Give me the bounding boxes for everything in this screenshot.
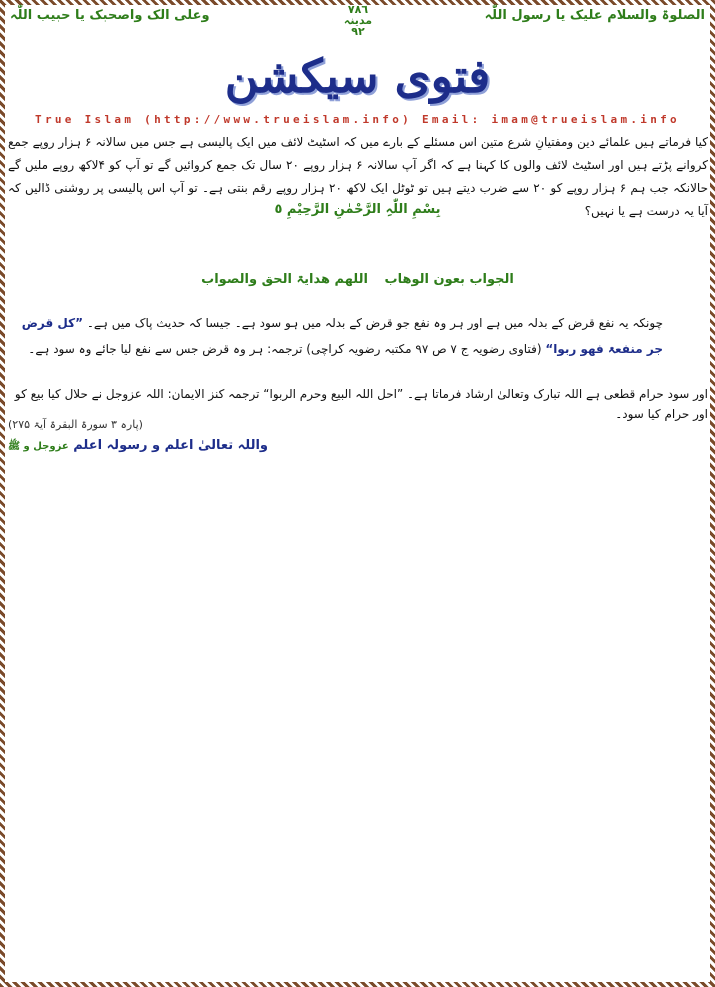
header-number-block bbox=[340, 4, 376, 37]
quran-reference: (پارہ ۳ سورۃ البقرۃ آیۃ ۲۷۵) bbox=[8, 418, 143, 431]
bismillah-line: بِسْمِ اللّٰہِ الرَّحْمٰنِ الرَّحِیْمِ ٥ bbox=[274, 202, 441, 217]
hadith-quote: ”کل قرض جر منفعۃ فھو ربوا“ bbox=[21, 316, 663, 356]
answer-heading-part1: الجواب بعون الوھاب bbox=[384, 272, 514, 287]
header-number-bottom: ٩٢ bbox=[351, 25, 365, 38]
answer-heading-part2: اللھم ھدایۃ الحق والصواب bbox=[201, 272, 368, 287]
header-number-top: ٧٨٦ bbox=[347, 3, 369, 16]
answer-paragraph-1 bbox=[8, 310, 663, 362]
answer-heading bbox=[0, 272, 715, 287]
header-salutation-left: وعلی الک واصحبک یا حبیب اللّٰہ bbox=[10, 8, 210, 23]
contact-line: True Islam (http://www.trueislam.info) Email: imam@trueislam.info bbox=[35, 113, 680, 126]
answer-p1-tail: (فتاوی رضویہ ج ۷ ص ۹۷ مکتبہ رضویہ کراچی) ترجمہ: ہر وہ قرض جس سے نفع لیا جائے وہ سود ہے۔ bbox=[28, 342, 542, 356]
page-title: فتوی سیکشن bbox=[224, 49, 491, 103]
closing-text: واللہ تعالیٰ اعلم و رسولہ اعلم bbox=[73, 438, 268, 453]
question-text: کیا فرماتے ہیں علمائے دین ومفتیانِ شرع متین اس مسئلے کے بارے میں کہ اسٹیٹ لائف میں ایک پالیسی ہے جس میں سالانہ ۶ ہزار روپے جمع کروانے پڑتے ہیں اور اسٹیٹ لائف والوں کا کہنا ہے کہ اگر آپ سالانہ ۶ ہزار روپے ۲۰ سال تک جمع کروائیں گے تو آپ کو ۴لاکھ روپے ملیں گے حالانکہ جب ہم ۶ ہزار روپے کو ۲۰ سے ضرب دیتے ہیں تو ٹوٹل ایک لاکھ ۲۰ ہزار روپے رقم بنتی ہے۔ تو آپ اس پالیسی پر روشنی ڈالیں کہ آیا یہ درست ہے یا نہیں؟ bbox=[8, 135, 709, 218]
answer-paragraph-2: اور سود حرام قطعی ہے اللہ تبارک وتعالیٰ ارشاد فرماتا ہے۔ ”احل اللہ البیع وحرم الربوا“ ترجمہ کنز الایمان: اللہ عزوجل نے حلال کیا بیع کو اور حرام کیا سود۔ bbox=[14, 387, 708, 421]
header-number-mid: مدینہ bbox=[343, 14, 373, 27]
header-salutation-right: الصلوۃ والسلام علیک یا رسول اللّٰہ bbox=[484, 8, 705, 23]
closing-line bbox=[8, 438, 268, 454]
honorific-symbol: عزوجل و ﷺ bbox=[8, 441, 69, 452]
answer-p1-text: چونکہ یہ نفع قرض کے بدلہ میں ہے اور ہر وہ نفع جو قرض کے بدلہ میں ہو سود ہے۔ جیسا کہ حدیث پاک میں ہے۔ bbox=[86, 316, 663, 330]
